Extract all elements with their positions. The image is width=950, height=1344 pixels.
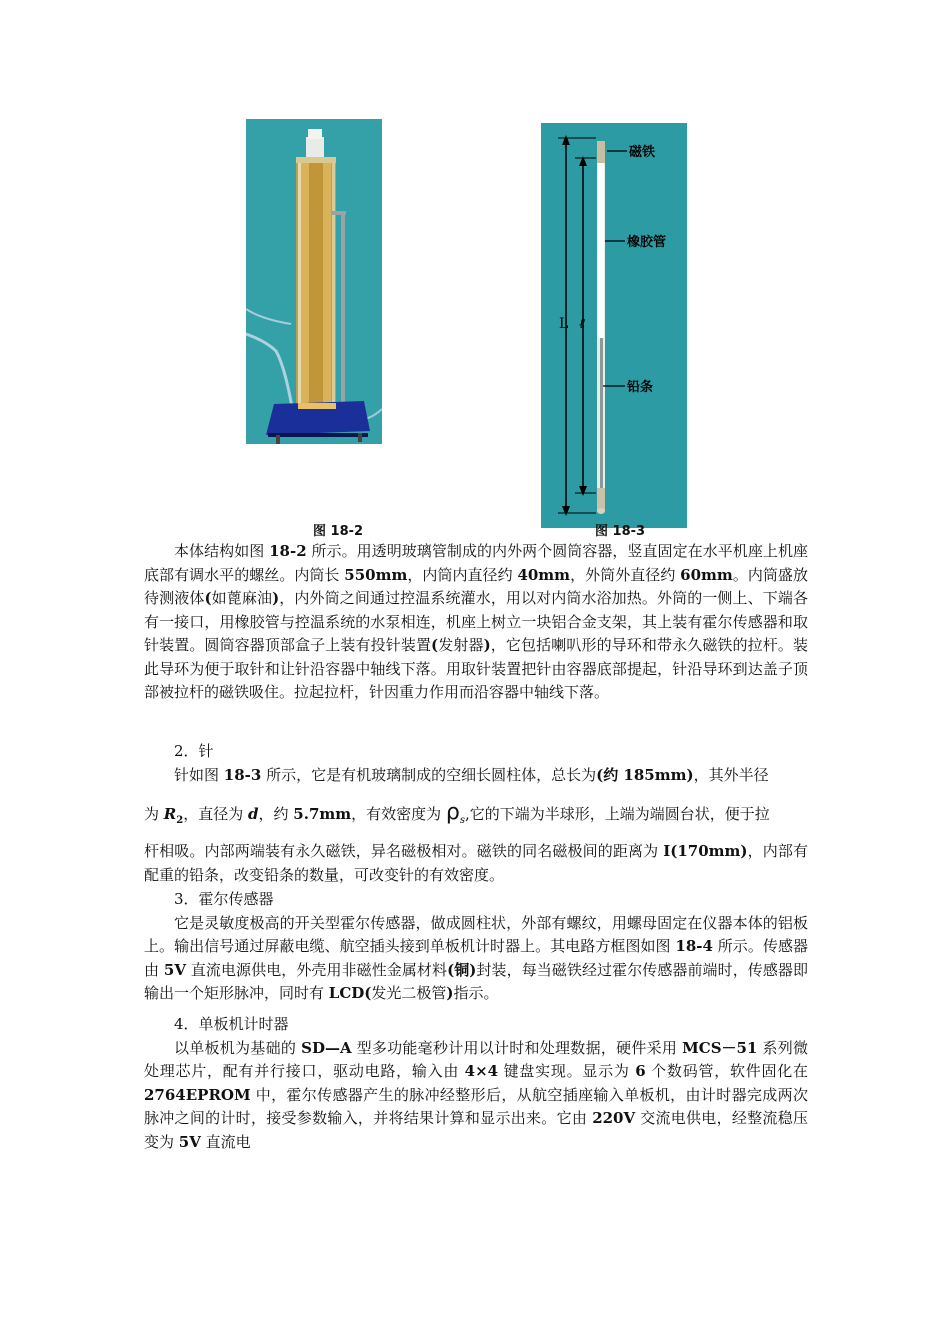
paragraph-timer: 以单板机为基础的 SD—A 型多功能毫秒计用以计时和处理数据，硬件采用 MCS－51 系列微处理芯片，配有并行接口，驱动电路，输入由 4×4 键盘实现。显示为 6 个数码管，软件固化在 2764EPROM 中，霍尔传感器产生的脉冲经整形后，从航空插座输入单板机，由计时器完成两次脉冲之间的计时，接受参数输入，并将结果计算和显示出来。它由 220V 交流电供电，经整流稳压变为 5V 直流电 <box>144 1038 808 1151</box>
length-l-label: ℓ <box>579 316 585 332</box>
figure-caption-18-2: 图 18-2 <box>313 524 364 539</box>
body-section-timer <box>144 1013 808 1154</box>
paragraph-needle-3: 杆相吸。内部两端装有永久磁铁，异名磁极相对。磁铁的同名磁极间的距离为 I(170mm)，内部有配重的铅条，改变铅条的数量，可改变针的有效密度。 <box>144 842 808 884</box>
paragraph-needle-2: 为 $R_2$，直径为 d，约 5.7mm，有效密度为 $\rho_s$,它的下端为半球形，上端为端圆台状，便于拉 <box>144 800 770 826</box>
magnet-label: 磁铁 <box>629 145 656 160</box>
paragraph-needle-1: 针如图 18-3 所示，它是有机玻璃制成的空细长圆柱体，总长为(约 185mm)，其外半径 <box>174 765 769 784</box>
heading-hall-sensor: 3．霍尔传感器 <box>174 890 274 908</box>
rubber-tube-label: 橡胶管 <box>627 235 667 250</box>
length-L-label: L <box>559 316 569 332</box>
body-section-needle <box>144 740 808 787</box>
body-section-hall <box>144 888 808 1006</box>
lead-strip-label: 铅条 <box>627 380 654 395</box>
needle-illustration <box>541 123 687 528</box>
body-section-structure <box>144 540 808 705</box>
figure-caption-18-3: 图 18-3 <box>595 524 646 539</box>
heading-timer: 4．单板机计时器 <box>174 1015 289 1033</box>
apparatus-photo <box>246 119 382 444</box>
heading-needle: 2．针 <box>174 742 214 760</box>
needle-photo <box>541 123 687 528</box>
paragraph-structure: 本体结构如图 18-2 所示。用透明玻璃管制成的内外两个圆筒容器，竖直固定在水平机座上机座底部有调水平的螺丝。内筒长 550mm，内筒内直径约 40mm，外筒外直径约 60mm。内筒盛放待测液体(如蓖麻油)，内外筒之间通过控温系统灌水，用以对内筒水浴加热。外筒的一侧上、下端各有一接口，用橡胶管与控温系统的水泵相连，机座上树立一块铝合金支架，其上装有霍尔传感器和取针装置。圆筒容器顶部盒子上装有投针装置(发射器)，它包括喇叭形的导环和带永久磁铁的拉杆。装此导环为便于取针和让针沿容器中轴线下落。用取针装置把针由容器底部提起，针沿导环到达盖子顶部被拉杆的磁铁吸住。拉起拉杆，针因重力作用而沿容器中轴线下落。 <box>144 542 808 701</box>
paragraph-hall-sensor: 它是灵敏度极高的开关型霍尔传感器，做成圆柱状，外部有螺纹，用螺母固定在仪器本体的铝板上。输出信号通过屏蔽电缆、航空插头接到单板机计时器上。其电路方框图如图 18-4 所示。传感器由 5V 直流电源供电，外壳用非磁性金属材料(铜)封装，每当磁铁经过霍尔传感器前端时，传感器即输出一个矩形脉冲，同时有 LCD(发光二极管)指示。 <box>144 913 808 1002</box>
apparatus-illustration <box>246 119 382 444</box>
